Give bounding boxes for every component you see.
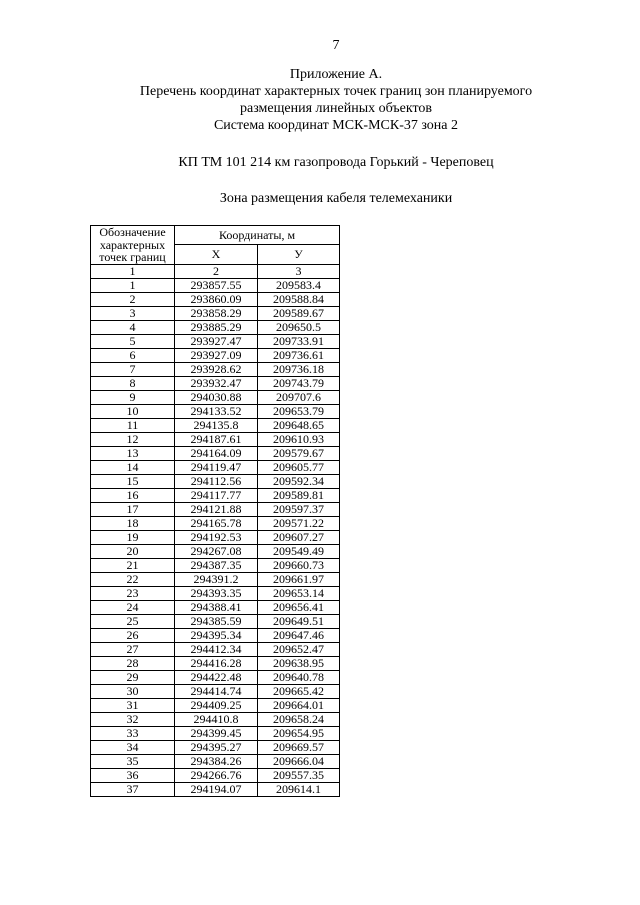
x-coordinate-cell: 294112.56 [175,474,258,488]
x-coordinate-cell: 294117.77 [175,488,258,502]
table-row [91,754,340,768]
y-coordinate-cell: 209736.61 [258,348,340,362]
point-id-cell: 28 [91,656,175,670]
point-id-cell: 8 [91,376,175,390]
table-row [91,656,340,670]
y-coordinate-cell: 209614.1 [258,782,340,796]
y-coordinate-cell: 209736.18 [258,362,340,376]
y-coordinate-cell: 209647.46 [258,628,340,642]
y-coordinate-cell: 209654.95 [258,726,340,740]
table-row [91,292,340,306]
y-coordinate-cell: 209610.93 [258,432,340,446]
table-row [91,544,340,558]
x-coordinate-cell: 293857.55 [175,278,258,292]
table-row [91,670,340,684]
x-coordinate-cell: 293927.09 [175,348,258,362]
y-coordinate-cell: 209658.24 [258,712,340,726]
coordinates-table [90,225,340,797]
y-coordinate-cell: 209640.78 [258,670,340,684]
y-coordinate-cell: 209652.47 [258,642,340,656]
y-coordinate-cell: 209579.67 [258,446,340,460]
table-row [91,628,340,642]
x-coordinate-cell: 294266.76 [175,768,258,782]
point-id-cell: 36 [91,768,175,782]
point-id-cell: 4 [91,320,175,334]
point-id-cell: 15 [91,474,175,488]
table-row [91,726,340,740]
y-coordinate-cell: 209650.5 [258,320,340,334]
point-id-cell: 6 [91,348,175,362]
x-coordinate-cell: 294410.8 [175,712,258,726]
y-coordinate-cell: 209661.97 [258,572,340,586]
y-coordinate-cell: 209592.34 [258,474,340,488]
point-id-cell: 5 [91,334,175,348]
table-row [91,460,340,474]
y-coordinate-cell: 209638.95 [258,656,340,670]
point-id-cell: 23 [91,586,175,600]
point-id-cell: 13 [91,446,175,460]
point-id-cell: 35 [91,754,175,768]
x-coordinate-cell: 294422.48 [175,670,258,684]
point-id-cell: 11 [91,418,175,432]
x-coordinate-cell: 294164.09 [175,446,258,460]
table-row [91,474,340,488]
point-id-cell: 19 [91,530,175,544]
y-coordinate-cell: 209665.42 [258,684,340,698]
x-coordinate-cell: 294395.27 [175,740,258,754]
point-id-cell: 34 [91,740,175,754]
y-coordinate-cell: 209666.04 [258,754,340,768]
y-coordinate-cell: 209649.51 [258,614,340,628]
y-coordinate-cell: 209549.49 [258,544,340,558]
table-row [91,516,340,530]
point-id-cell: 2 [91,292,175,306]
table-row [91,642,340,656]
x-coordinate-cell: 294135.8 [175,418,258,432]
y-coordinate-cell: 209733.91 [258,334,340,348]
x-coordinate-cell: 294133.52 [175,404,258,418]
x-coordinate-cell: 294387.35 [175,558,258,572]
x-coordinate-cell: 294388.41 [175,600,258,614]
table-row [91,376,340,390]
point-designation-header: Обозначение характерных точек границ [91,226,175,265]
y-coordinate-cell: 209656.41 [258,600,340,614]
object-title: КП ТМ 101 214 км газопровода Горький - Череповец [178,155,494,170]
x-coordinate-cell: 294399.45 [175,726,258,740]
point-id-cell: 32 [91,712,175,726]
point-id-cell: 3 [91,306,175,320]
y-coordinate-cell: 209605.77 [258,460,340,474]
y-header: У [258,245,340,264]
point-id-cell: 37 [91,782,175,796]
x-coordinate-cell: 294194.07 [175,782,258,796]
point-id-cell: 20 [91,544,175,558]
x-coordinate-cell: 294409.25 [175,698,258,712]
table-row [91,334,340,348]
point-id-cell: 16 [91,488,175,502]
point-id-cell: 31 [91,698,175,712]
point-id-cell: 25 [91,614,175,628]
x-coordinate-cell: 294395.34 [175,628,258,642]
y-coordinate-cell: 209583.4 [258,278,340,292]
y-coordinate-cell: 209589.81 [258,488,340,502]
point-id-cell: 10 [91,404,175,418]
x-coordinate-cell: 294119.47 [175,460,258,474]
table-row [91,278,340,292]
point-id-cell: 26 [91,628,175,642]
table-row [91,488,340,502]
point-id-cell: 24 [91,600,175,614]
point-id-cell: 18 [91,516,175,530]
x-coordinate-cell: 294187.61 [175,432,258,446]
table-row [91,684,340,698]
table-row [91,418,340,432]
table-row [91,782,340,796]
coordinates-table-body [91,278,340,796]
table-row [91,320,340,334]
point-id-cell: 33 [91,726,175,740]
point-id-cell: 7 [91,362,175,376]
y-coordinate-cell: 209743.79 [258,376,340,390]
point-id-cell: 1 [91,278,175,292]
table-row [91,362,340,376]
x-coordinate-cell: 294412.34 [175,642,258,656]
table-row [91,432,340,446]
y-coordinate-cell: 209664.01 [258,698,340,712]
table-row [91,446,340,460]
coordinates-header: Координаты, м [175,226,340,245]
column-number-1: 1 [91,264,175,278]
x-coordinate-cell: 293932.47 [175,376,258,390]
table-row [91,306,340,320]
point-id-cell: 21 [91,558,175,572]
x-coordinate-cell: 294391.2 [175,572,258,586]
table-row [91,530,340,544]
y-coordinate-cell: 209707.6 [258,390,340,404]
y-coordinate-cell: 209653.79 [258,404,340,418]
x-coordinate-cell: 294192.53 [175,530,258,544]
point-id-cell: 17 [91,502,175,516]
point-id-cell: 27 [91,642,175,656]
x-coordinate-cell: 294121.88 [175,502,258,516]
y-coordinate-cell: 209607.27 [258,530,340,544]
table-row [91,572,340,586]
x-header: Х [175,245,258,264]
point-id-cell: 12 [91,432,175,446]
x-coordinate-cell: 293928.62 [175,362,258,376]
table-row [91,404,340,418]
y-coordinate-cell: 209557.35 [258,768,340,782]
y-coordinate-cell: 209669.57 [258,740,340,754]
x-coordinate-cell: 294030.88 [175,390,258,404]
x-coordinate-cell: 293885.29 [175,320,258,334]
page-number: 7 [332,38,340,53]
x-coordinate-cell: 294393.35 [175,586,258,600]
point-id-cell: 22 [91,572,175,586]
x-coordinate-cell: 294385.59 [175,614,258,628]
table-row [91,614,340,628]
x-coordinate-cell: 294165.78 [175,516,258,530]
column-number-3: 3 [258,264,340,278]
y-coordinate-cell: 209589.67 [258,306,340,320]
list-title-line1: Перечень координат характерных точек границ зон планируемого [139,84,533,99]
x-coordinate-cell: 293860.09 [175,292,258,306]
x-coordinate-cell: 294414.74 [175,684,258,698]
table-row [91,558,340,572]
x-coordinate-cell: 294416.28 [175,656,258,670]
point-id-cell: 30 [91,684,175,698]
zone-title: Зона размещения кабеля телемеханики [219,191,453,206]
y-coordinate-cell: 209660.73 [258,558,340,572]
table-row [91,390,340,404]
appendix-title: Приложение А. [289,67,383,82]
table-row [91,600,340,614]
table-row [91,740,340,754]
table-row [91,348,340,362]
column-number-2: 2 [175,264,258,278]
y-coordinate-cell: 209648.65 [258,418,340,432]
x-coordinate-cell: 293927.47 [175,334,258,348]
list-title-line2: размещения линейных объектов [239,101,432,116]
x-coordinate-cell: 293858.29 [175,306,258,320]
y-coordinate-cell: 209597.37 [258,502,340,516]
point-id-cell: 29 [91,670,175,684]
coordinate-system: Система координат МСК-МСК-37 зона 2 [213,118,459,133]
document-header [0,66,640,134]
table-row [91,698,340,712]
y-coordinate-cell: 209571.22 [258,516,340,530]
y-coordinate-cell: 209588.84 [258,292,340,306]
x-coordinate-cell: 294384.26 [175,754,258,768]
y-coordinate-cell: 209653.14 [258,586,340,600]
table-row [91,586,340,600]
table-row [91,768,340,782]
table-row [91,502,340,516]
x-coordinate-cell: 294267.08 [175,544,258,558]
table-row [91,712,340,726]
point-id-cell: 14 [91,460,175,474]
point-id-cell: 9 [91,390,175,404]
